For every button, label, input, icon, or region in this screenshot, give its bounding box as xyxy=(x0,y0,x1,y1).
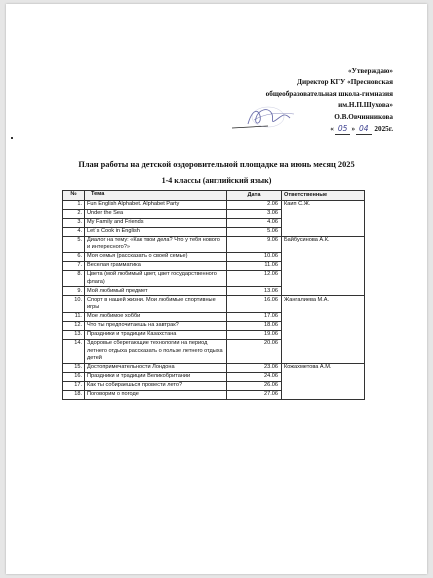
row-responsible: Байбусинова А.К. xyxy=(282,236,365,296)
signature-stamp xyxy=(228,102,338,134)
row-num: 7. xyxy=(63,262,85,271)
row-num: 13. xyxy=(63,330,85,339)
approval-heading: «Утверждаю» xyxy=(348,67,393,75)
row-topic: Моя семья (рассказать о своей семье) xyxy=(85,253,227,262)
document-page xyxy=(6,4,427,574)
row-date: 17.06 xyxy=(227,312,282,321)
table-row xyxy=(63,296,365,312)
row-topic: Диалог на тему: «Как твои дела? Что у тебя нового и интересного?» xyxy=(85,236,227,252)
row-date: 26.06 xyxy=(227,381,282,390)
row-date: 24.06 xyxy=(227,372,282,381)
row-date: 27.06 xyxy=(227,390,282,399)
row-date: 11.06 xyxy=(227,262,282,271)
row-topic: Цвета (мой любимый цвет, цвет государственного флага) xyxy=(85,271,227,287)
plan-title: План работы на детской оздоровительной площадке на июнь месяц 2025 xyxy=(78,160,355,169)
row-topic: Спорт в нашей жизни. Мои любимые спортивные игры xyxy=(85,296,227,312)
row-date: 20.06 xyxy=(227,339,282,363)
row-topic: Fun English Alphabet. Alphabet Party xyxy=(85,200,227,209)
plan-subtitle: 1-4 классы (английский язык) xyxy=(161,176,272,185)
row-topic: Что ты предпочитаешь на завтрак? xyxy=(85,321,227,330)
row-topic: Достопримечательности Лондона xyxy=(85,363,227,372)
row-num: 11. xyxy=(63,312,85,321)
approval-date-quote: « xyxy=(330,125,334,134)
approval-date-year: 2025г. xyxy=(374,125,393,134)
row-num: 10. xyxy=(63,296,85,312)
row-topic: Мое любимое хобби xyxy=(85,312,227,321)
row-topic: Праздники и традиции Казахстана xyxy=(85,330,227,339)
row-topic: Праздники и традиции Великобритании xyxy=(85,372,227,381)
row-num: 4. xyxy=(63,227,85,236)
header-responsible: Ответственные xyxy=(282,191,365,201)
row-date: 18.06 xyxy=(227,321,282,330)
row-topic: My Family and Friends xyxy=(85,218,227,227)
table-row xyxy=(63,363,365,372)
row-num: 18. xyxy=(63,390,85,399)
approval-school-name: им.Н.П.Шухова» xyxy=(338,101,393,110)
row-num: 14. xyxy=(63,339,85,363)
approval-date-day: 05 xyxy=(335,123,351,135)
row-date: 10.06 xyxy=(227,253,282,262)
row-num: 8. xyxy=(63,271,85,287)
row-topic: Поговорим о погоде xyxy=(85,390,227,399)
row-num: 6. xyxy=(63,253,85,262)
row-date: 5.06 xyxy=(227,227,282,236)
row-num: 17. xyxy=(63,381,85,390)
approval-director: Директор КГУ «Пресновская xyxy=(297,78,393,87)
row-date: 23.06 xyxy=(227,363,282,372)
row-date: 12.06 xyxy=(227,271,282,287)
row-topic: Under the Sea xyxy=(85,209,227,218)
table-body xyxy=(63,200,365,399)
row-topic: Веселая грамматика xyxy=(85,262,227,271)
schedule-table xyxy=(62,190,365,400)
row-topic: Let`s Cook in English xyxy=(85,227,227,236)
row-topic: Как ты собираешься провести лето? xyxy=(85,381,227,390)
approval-school: общеобразовательная школа-гимназия xyxy=(265,89,393,98)
row-date: 9.06 xyxy=(227,236,282,252)
scan-speck xyxy=(11,137,13,139)
table-row xyxy=(63,236,365,252)
row-topic: Мой любимый предмет xyxy=(85,287,227,296)
header-date: Дата xyxy=(227,191,282,201)
row-date: 19.06 xyxy=(227,330,282,339)
approval-signatory: О.В.Овчинникова xyxy=(334,112,393,121)
row-num: 5. xyxy=(63,236,85,252)
row-responsible: Каип С.Ж. xyxy=(282,200,365,236)
row-num: 12. xyxy=(63,321,85,330)
row-date: 3.06 xyxy=(227,209,282,218)
row-date: 16.06 xyxy=(227,296,282,312)
table-row xyxy=(63,200,365,209)
row-date: 4.06 xyxy=(227,218,282,227)
row-responsible: Жангалиева М.А. xyxy=(282,296,365,363)
row-num: 2. xyxy=(63,209,85,218)
row-responsible: Кожахметова А.М. xyxy=(282,363,365,399)
row-num: 3. xyxy=(63,218,85,227)
row-date: 2.06 xyxy=(227,200,282,209)
approval-date: « 05 » 04 2025г. xyxy=(173,123,393,135)
header-topic: Тема xyxy=(85,191,227,201)
row-num: 9. xyxy=(63,287,85,296)
table-header-row xyxy=(63,191,365,201)
header-num: № xyxy=(63,191,85,201)
row-num: 16. xyxy=(63,372,85,381)
row-num: 1. xyxy=(63,200,85,209)
approval-date-month: 04 xyxy=(356,123,372,135)
row-date: 13.06 xyxy=(227,287,282,296)
row-num: 15. xyxy=(63,363,85,372)
row-topic: Здоровье сберегающие технологии на период летнего отдыха рассказать о пользе летнего отдыха детей xyxy=(85,339,227,363)
